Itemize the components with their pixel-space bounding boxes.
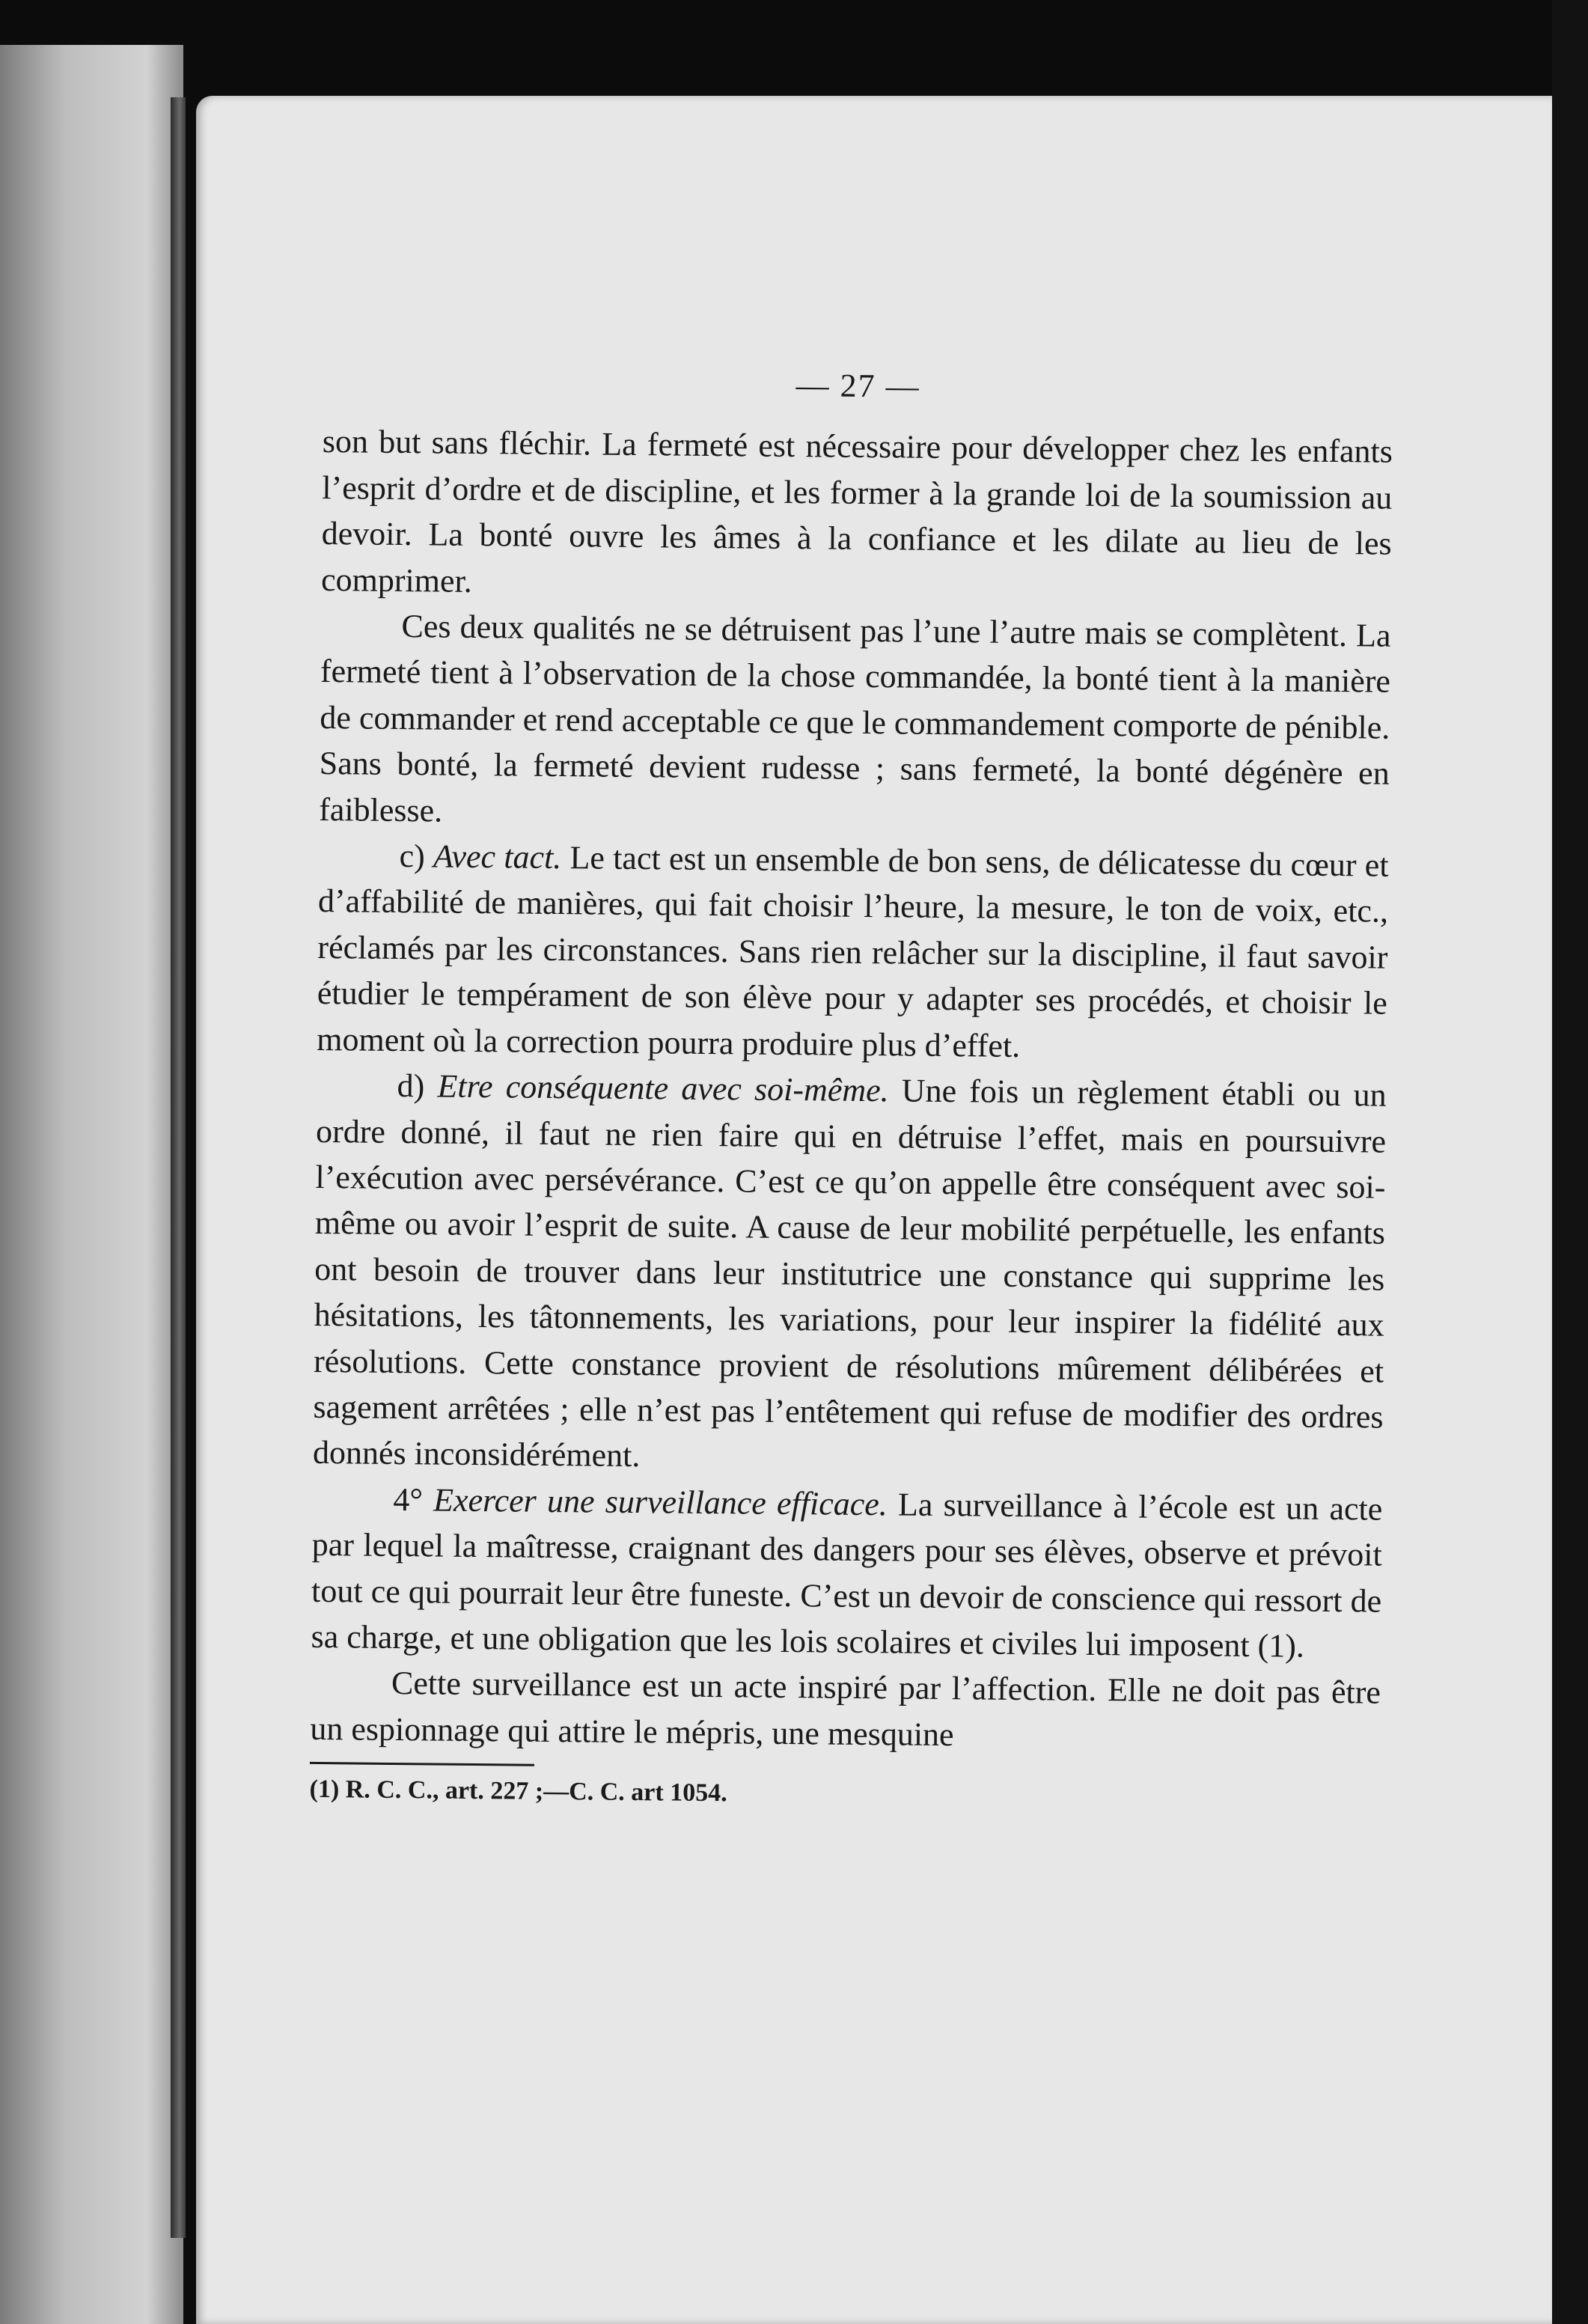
scan-background-right	[1552, 0, 1588, 2324]
paragraph: son but sans fléchir. La fermeté est nécessaire pour développer chez les enfants l’esprit d’ordre et de discipline, et les former à la grande loi de la soumission au devoir. La bonté ouvre les âmes à la confiance et les dilate au lieu de les comprimer.	[320, 423, 1393, 600]
scan-background-left	[0, 45, 183, 2324]
page-number: — 27 —	[795, 367, 920, 405]
paragraph: Cette surveillance est un acte inspiré par l’affection. Elle ne doit pas être un espionnage qui attire le mépris, une mesquine	[310, 1665, 1381, 1753]
paragraph: Ces deux qualités ne se détruisent pas l’une l’autre mais se complètent. La fermeté tient à l’observation de la chose commandée, la bonté tient à la manière de commander et rend acceptable ce que le commandement comporte de pénible. Sans bonté, la fermeté devient rudesse ; sans fermeté, la bonté dégénère en faiblesse.	[318, 608, 1391, 829]
book-spine	[171, 97, 186, 2238]
footnote-divider	[310, 1762, 534, 1766]
section-title: Exercer une surveillance efficace.	[433, 1481, 888, 1523]
paragraph: d) Etre conséquente avec soi-même. Une fois un règlement établi ou un ordre donné, il faut ne rien faire qui en détruise l’effet, mais en poursuivre l’exécution avec persévérance. C’est ce qu’on appelle être conséquent avec soi-même ou avoir l’esprit de suite. A cause de leur mobilité perpétuelle, les enfants ont besoin de trouver dans leur institutrice une constance qui supprime les hésitations, les tâtonnements, les variations, pour leur inspirer la fidélité aux résolutions. Cette constance provient de résolutions mûrement délibérées et sagement arrêtées ; elle n’est pas l’entêtement qui refuse de modifier des ordres donnés inconsidérément.	[312, 1067, 1387, 1474]
section-title: Etre conséquente avec soi-même.	[437, 1067, 889, 1109]
footnote: (1) R. C. C., art. 227 ;—C. C. art 1054.	[309, 1775, 727, 1808]
list-marker: d)	[397, 1067, 438, 1105]
section-title: Avec tact.	[433, 838, 562, 876]
page-content	[309, 358, 1393, 1817]
book-page	[196, 96, 1552, 2324]
list-marker: 4°	[393, 1480, 434, 1519]
list-marker: c)	[399, 838, 434, 875]
paragraph: c) Avec tact. Le tact est un ensemble de bon sens, de délicatesse du cœur et d’affabilité de manières, qui fait choisir l’heure, la mesure, le ton de voix, etc., réclamés par les circonstances. Sans rien relâcher sur la discipline, il faut savoir étudier le tempérament de son élève pour y adapter ses procédés, et choisir le moment où la correction pourra produire plus d’effet.	[317, 838, 1389, 1064]
paragraph: 4° Exercer une surveillance efficace. La surveillance à l’école est un acte par lequel la maîtresse, craignant des dangers pour ses élèves, observe et prévoit tout ce qui pourrait leur être funeste. C’est un devoir de conscience qui ressort de sa charge, et une obligation que les lois scolaires et civiles lui imposent (1).	[311, 1480, 1383, 1665]
